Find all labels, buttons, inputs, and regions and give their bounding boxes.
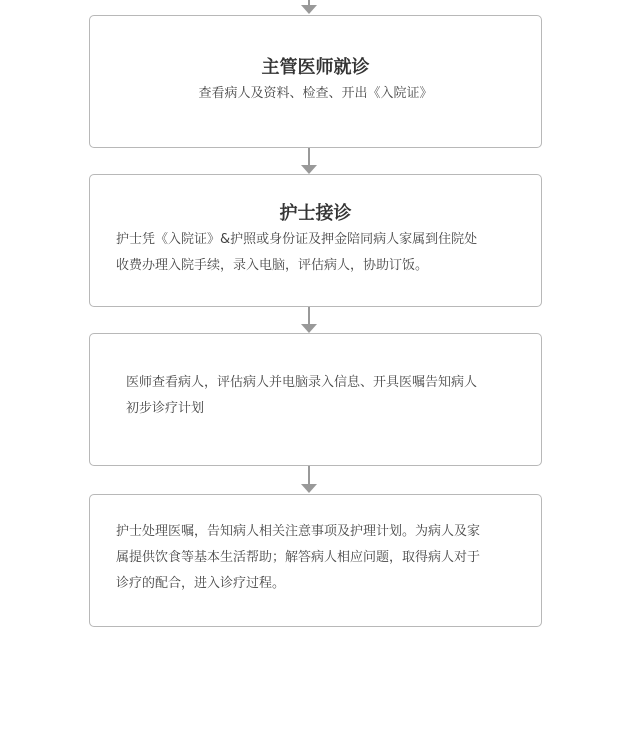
step-title: 护士接诊 <box>279 203 352 224</box>
step-text: 查看病人及资料、检查、开出《入院证》 <box>198 86 433 101</box>
connector-line <box>308 148 310 166</box>
connector-line <box>308 466 310 485</box>
flow-step-attending-physician <box>89 15 542 148</box>
arrow-down-icon <box>301 484 317 493</box>
flow-step-nurse-reception <box>89 174 542 307</box>
step-text-line: 诊疗的配合，进入诊疗过程。 <box>116 576 286 591</box>
step-text-line: 护士凭《入院证》&护照或身份证及押金陪同病人家属到住院处 <box>116 232 478 247</box>
step-title: 主管医师就诊 <box>261 57 370 78</box>
arrow-down-icon <box>301 324 317 333</box>
arrow-down-icon <box>301 165 317 174</box>
flow-step-nurse-orders <box>89 494 542 627</box>
step-text-line: 医师查看病人，评估病人并电脑录入信息、开具医嘱告知病人 <box>126 375 478 390</box>
step-text-line: 护士处理医嘱，告知病人相关注意事项及护理计划。为病人及家 <box>116 524 481 539</box>
connector-line <box>308 307 310 325</box>
arrow-down-icon <box>301 5 317 14</box>
flow-step-physician-assessment <box>89 333 542 466</box>
step-text-line: 收费办理入院手续，录入电脑，评估病人，协助订饭。 <box>116 258 429 273</box>
step-text-line: 初步诊疗计划 <box>126 401 205 416</box>
step-text-line: 属提供饮食等基本生活帮助；解答病人相应问题，取得病人对于 <box>116 550 481 565</box>
